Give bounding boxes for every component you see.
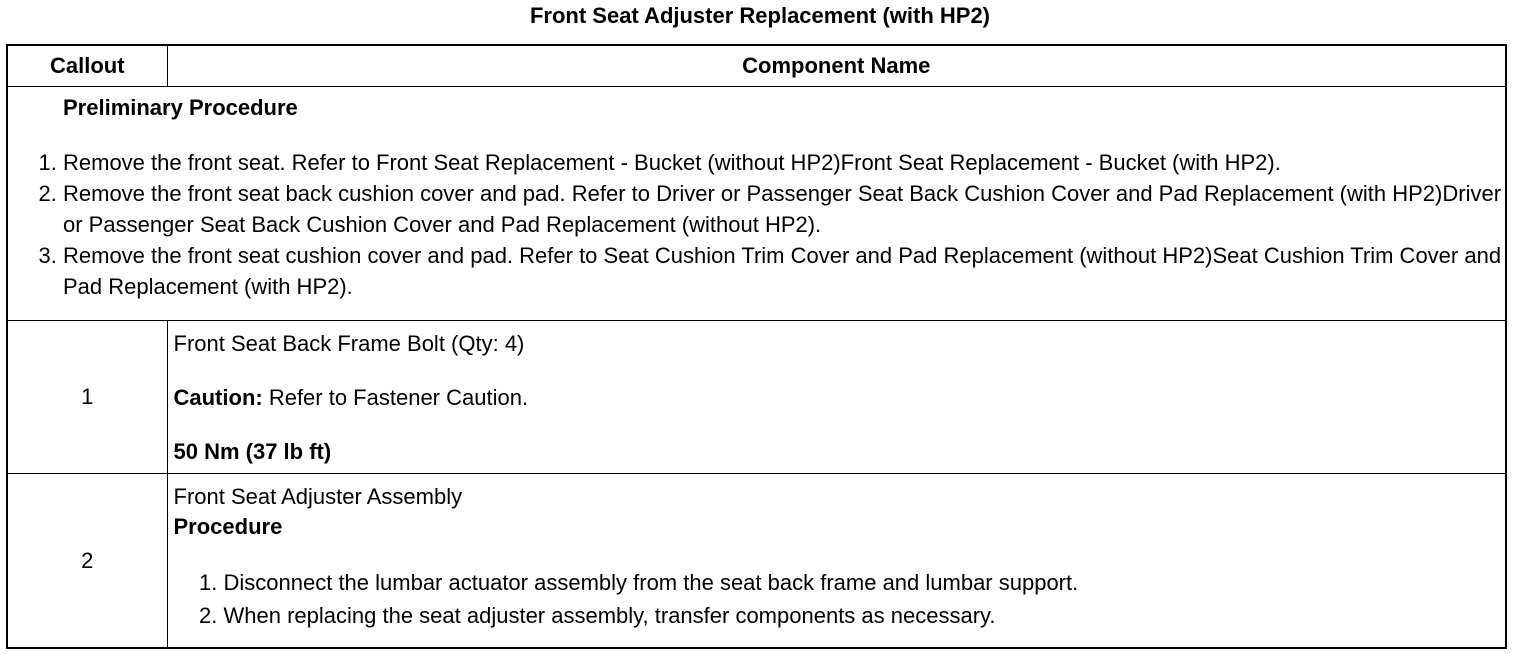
preliminary-step: 3. Remove the front seat cushion cover and pad. Refer to Seat Cushion Trim Cover and Pad Replacement (without HP2)Seat Cushion Trim Cover and Pad Replacement (with HP2). bbox=[63, 240, 1505, 302]
procedure-step: 2. When replacing the seat adjuster assembly, transfer components as necessary. bbox=[224, 599, 1500, 632]
preliminary-step: 1. Remove the front seat. Refer to Front Seat Replacement - Bucket (without HP2)Front Seat Replacement - Bucket (with HP2). bbox=[63, 147, 1505, 178]
component-table bbox=[6, 44, 1507, 649]
preliminary-step: 2. Remove the front seat back cushion cover and pad. Refer to Driver or Passenger Seat Back Cushion Cover and Pad Replacement (with HP2)Driver or Passenger Seat Back Cushion Cover and Pad Replacement (without HP2). bbox=[63, 178, 1505, 240]
table-row bbox=[7, 474, 1506, 648]
caution-label: Caution: bbox=[173, 385, 263, 411]
caution-text: Refer to Fastener Caution. bbox=[262, 385, 529, 411]
page-title: Front Seat Adjuster Replacement (with HP2) bbox=[529, 3, 991, 28]
component-name: Front Seat Adjuster Assembly bbox=[173, 484, 463, 510]
component-name-header: Component Name bbox=[167, 45, 1506, 87]
procedure-title: Procedure bbox=[173, 514, 283, 540]
callout-number: 1 bbox=[7, 321, 167, 474]
component-cell bbox=[167, 321, 1506, 474]
callout-header: Callout bbox=[7, 45, 167, 87]
component-cell bbox=[167, 474, 1506, 648]
preliminary-title: Preliminary Procedure bbox=[63, 95, 298, 120]
callout-number: 2 bbox=[7, 474, 167, 648]
preliminary-cell bbox=[7, 87, 1506, 321]
header-row bbox=[7, 45, 1506, 87]
table-row bbox=[7, 321, 1506, 474]
procedure-steps bbox=[174, 566, 1500, 632]
torque-spec: 50 Nm (37 lb ft) bbox=[173, 439, 332, 465]
component-name: Front Seat Back Frame Bolt (Qty: 4) bbox=[173, 331, 525, 357]
caution-note bbox=[174, 383, 1500, 413]
preliminary-row bbox=[7, 87, 1506, 321]
procedure-step: 1. Disconnect the lumbar actuator assembly from the seat back frame and lumbar support. bbox=[224, 566, 1500, 599]
preliminary-steps bbox=[8, 147, 1505, 302]
